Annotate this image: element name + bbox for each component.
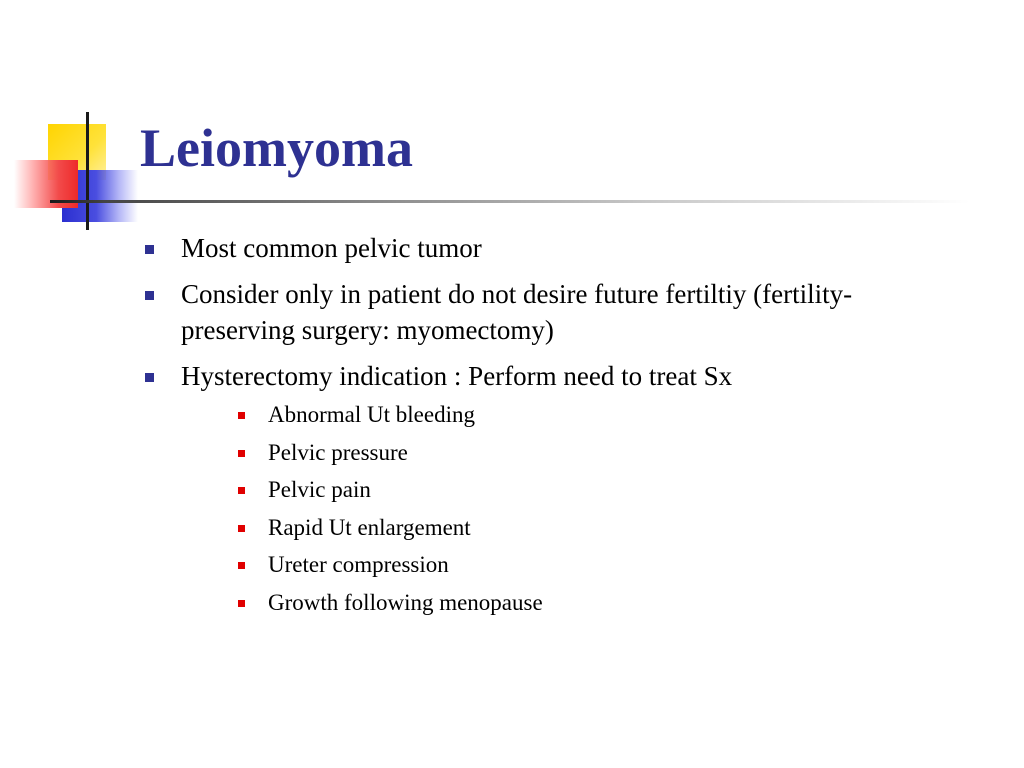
sub-bullet-text: Rapid Ut enlargement	[268, 514, 471, 540]
slide-title: Leiomyoma	[140, 118, 413, 178]
square-bullet-icon	[145, 245, 154, 254]
bullet-list	[140, 230, 960, 618]
bullet-text: Most common pelvic tumor	[181, 233, 482, 263]
red-square-bullet-icon	[238, 525, 245, 532]
sub-bullet-text: Ureter compression	[268, 552, 449, 577]
sub-bullet-item	[222, 475, 960, 505]
title-underline-rule	[50, 200, 970, 203]
sub-bullet-text: Growth following menopause	[268, 589, 543, 615]
sub-bullet-text: Abnormal Ut bleeding	[268, 402, 475, 427]
sub-bullet-item	[222, 513, 960, 543]
sub-bullet-item	[222, 588, 960, 618]
sub-bullet-item	[222, 550, 960, 580]
sub-bullet-text: Pelvic pain	[268, 477, 371, 502]
sub-bullet-text: Pelvic pressure	[268, 439, 408, 465]
red-square-bullet-icon	[238, 450, 245, 457]
red-square-bullet-icon	[238, 487, 245, 494]
red-square-bullet-icon	[238, 562, 245, 569]
square-bullet-icon	[145, 291, 154, 300]
bullet-item	[140, 230, 960, 266]
square-bullet-icon	[145, 373, 154, 382]
sub-bullet-item	[222, 438, 960, 468]
red-square-bullet-icon	[238, 412, 245, 419]
bullet-item	[140, 276, 960, 348]
sub-bullet-item	[222, 400, 960, 430]
title-decoration-vertical-line	[86, 112, 89, 230]
bullet-text: Hysterectomy indication : Perform need to treat Sx	[181, 361, 733, 391]
red-square-bullet-icon	[238, 600, 245, 607]
bullet-item	[140, 358, 960, 618]
sub-bullet-list	[181, 400, 960, 618]
slide-body	[140, 230, 960, 628]
bullet-text: Consider only in patient do not desire future fertiltiy (fertility-preserving surgery: myomectomy)	[181, 279, 853, 345]
